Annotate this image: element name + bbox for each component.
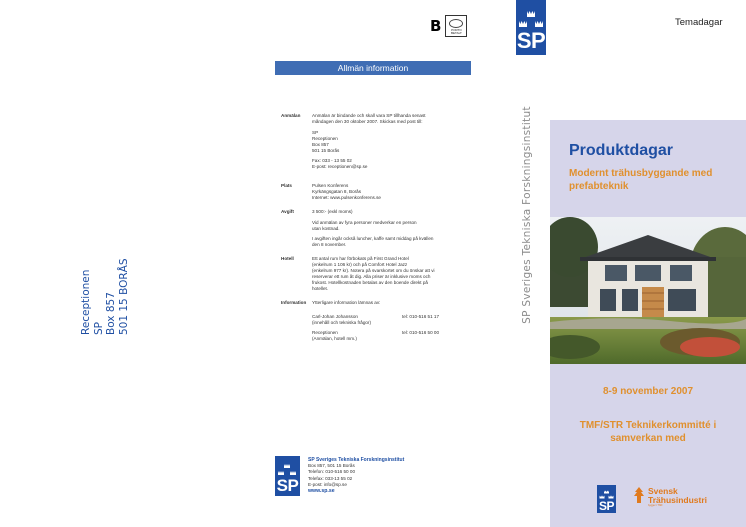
address-line: 501 15 BORÅS [117,258,130,335]
logo-text: SP [598,499,614,513]
postage-class: B [430,17,442,35]
tree-icon [633,487,645,503]
info-row-anmalan: Anmälan Anmälan är bindande och skall vara SP tillhanda senast måndagen den 30 oktober 2007. Skickas med post till: SP Receptionen Box 857 501 15 Borås Fax: 033 - 13 55 02 E-post: receptionen@sp.se [281,113,426,169]
venue-link[interactable]: Internet: www.pulsenkonferens.se [312,195,381,200]
partner-logo [633,487,707,507]
section-title: Allmän information [275,61,471,75]
crown-icon [277,463,298,477]
event-organizer: TMF/STR Teknikerkommitté i samverkan med [579,420,717,444]
crown-icon [518,10,544,30]
logo-text: SP [276,476,299,495]
contact-row: Receptionen (Anmälan, hotell mm.) tel: 010-516 50 00 [312,330,440,341]
website-link[interactable]: www.sp.se [308,488,335,495]
org-name: SP Sveriges Tekniska Forskningsinstitut [308,457,405,463]
address-line: Receptionen [80,269,92,335]
partner-tagline: bygger i TMF [648,504,663,507]
info-row-plats: Plats Pulsen Konferens Kyrkängsgatan 8, Borås Internet: www.pulsenkonferens.se [281,183,381,200]
cover-header [550,120,746,217]
sp-logo [275,456,300,496]
sp-logo [516,0,546,55]
cover-title: Produktdagar [569,142,674,159]
event-date: 8-9 november 2007 [602,386,694,397]
return-address [80,215,180,335]
logo-text: SP [516,28,546,53]
house-photo [550,217,746,364]
sp-logo [597,485,616,513]
info-row-information: Information Ytterligare information lämnas av: Carl-Johan Johansson (innehåll och tekniska frågor) tel: 010-516 51 17 Receptionen (Anmälan, hotell mm.) tel: 010-516 50 00 [281,300,440,341]
partner-name: Svensk [648,486,678,496]
info-block [281,113,476,350]
series-label: Temadagar [675,17,723,28]
cover-subtitle: Modernt trähusbyggande med prefabteknik [569,168,713,192]
contact-row: Carl-Johan Johansson (innehåll och tekniska frågor) tel: 010-516 51 17 [312,313,440,325]
address-line: Box 857 [105,292,117,335]
info-row-avgift: Avgift 3 500:- (exkl moms) Vid anmälan av fyra personer medverkar en person utan kostnad. I avgiften ingår också luncher, kaffe samt middag på kvällen den 8 november. [281,209,434,247]
info-row-hotell: Hotell Ett antal rum har förbokats på First Grand Hotel (enkelrum 1 106 kr) och på Comfort Hotel Jazz (enkelrum 977 kr). Notera på svarskortet om du önskar att vi reserverar ett rum åt dig. Alla priser är inklusive moms och frukost. Hotellkostnaden betalas av den boende direkt på hotellet. [281,256,435,291]
footer-org: SP SP Sveriges Tekniska Forskningsinstitut Box 857, 501 15 Borås Telefon: 010-516 50 00 Telefax: 033-13 55 02 E-post: info@sp.se www.sp.se [276,457,405,495]
address-line: SP [92,322,105,335]
stamp-icon: PORTO BETALT [445,15,467,37]
partner-name: Trähusindustri [648,494,708,505]
postage-mark [430,15,467,37]
email-link[interactable]: E-post: receptionen@sp.se [312,164,368,169]
email-link[interactable]: E-post: info@sp.se [308,481,347,487]
